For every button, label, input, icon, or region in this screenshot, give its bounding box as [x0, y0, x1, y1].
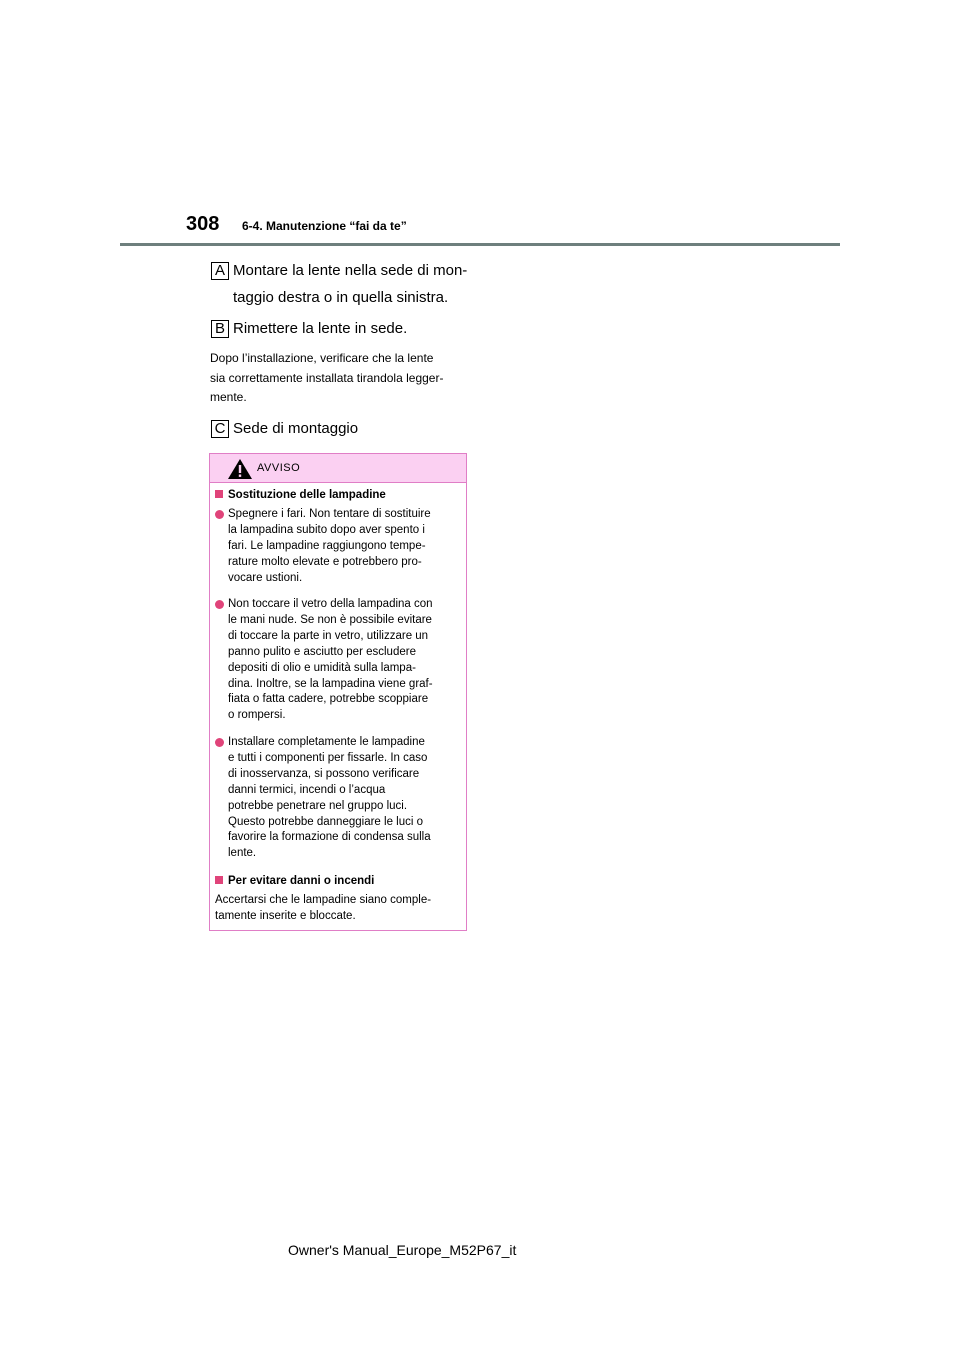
heading-text: Per evitare danni o incendi: [228, 875, 375, 887]
bullet-line: potrebbe penetrare nel gruppo luci.: [228, 799, 408, 812]
square-bullet-icon: [215, 876, 223, 884]
step-c-text: Sede di montaggio: [233, 420, 359, 437]
note-line: mente.: [210, 390, 247, 404]
page-number: 308: [186, 213, 220, 235]
bullet-line: Questo potrebbe danneggiare le luci o: [228, 815, 424, 828]
step-b-marker: B: [211, 320, 229, 338]
warning-heading-bulbs: [215, 489, 386, 501]
step-a-text-line1: Montare la lente nella sede di mon-: [233, 262, 468, 279]
bullet-line: Non toccare il vetro della lampadina con: [228, 598, 433, 610]
bullet-line: di toccare la parte in vetro, utilizzare un: [228, 629, 429, 642]
closing-line: tamente inserite e bloccate.: [215, 910, 356, 922]
bullet-line: Installare completamente le lampadine: [228, 736, 425, 748]
heading-text: Sostituzione delle lampadine: [228, 489, 386, 501]
step-c-marker: C: [211, 420, 229, 438]
warning-bullet: [215, 735, 460, 862]
circle-bullet-icon: [215, 600, 224, 609]
step-b-text: Rimettere la lente in sede.: [233, 320, 408, 337]
bullet-line: lente.: [228, 847, 257, 860]
section-title: 6-4. Manutenzione “fai da te”: [242, 219, 407, 233]
note-paragraph: [210, 349, 470, 408]
warning-closing-text: [215, 892, 463, 924]
bullet-line: dina. Inoltre, se la lampadina viene graf-: [228, 677, 433, 690]
circle-bullet-icon: [215, 510, 224, 519]
bullet-line: Spegnere i fari. Non tentare di sostituire: [228, 508, 431, 520]
square-bullet-icon: [215, 490, 223, 498]
bullet-line: depositi di olio e umidità sulla lampa-: [228, 661, 416, 674]
warning-triangle-icon: [227, 458, 253, 480]
footer-manual-id: Owner's Manual_Europe_M52P67_it: [288, 1242, 517, 1258]
closing-line: Accertarsi che le lampadine siano comple-: [215, 894, 432, 906]
bullet-line: danni termici, incendi o l’acqua: [228, 783, 386, 796]
bullet-line: di inosservanza, si possono verificare: [228, 767, 420, 780]
warning-bullet: [215, 507, 460, 587]
warning-heading-fire: [215, 875, 374, 887]
bullet-line: le mani nude. Se non è possibile evitare: [228, 613, 432, 626]
bullet-line: fari. Le lampadine raggiungono tempe-: [228, 539, 426, 552]
warning-box: [209, 453, 467, 931]
header-rule: [120, 243, 840, 246]
bullet-line: e tutti i componenti per fissarle. In caso: [228, 751, 428, 764]
warning-header: [210, 454, 466, 483]
bullet-line: o rompersi.: [228, 709, 286, 722]
bullet-line: fiata o fatta cadere, potrebbe scoppiare: [228, 693, 429, 706]
step-a-marker: A: [211, 262, 229, 280]
bullet-line: la lampadina subito dopo aver spento i: [228, 523, 425, 536]
bullet-line: panno pulito e asciutto per escludere: [228, 645, 416, 658]
bullet-line: rature molto elevate e potrebbero pro-: [228, 555, 422, 568]
note-line: sia correttamente installata tirandola legger-: [210, 370, 444, 385]
circle-bullet-icon: [215, 738, 224, 747]
note-line: Dopo l’installazione, verificare che la lente: [210, 351, 434, 365]
warning-title: AVVISO: [257, 462, 301, 474]
warning-bullet: [215, 597, 460, 724]
step-a-text-line2: taggio destra o in quella sinistra.: [233, 289, 449, 306]
bullet-line: vocare ustioni.: [228, 571, 303, 584]
bullet-line: favorire la formazione di condensa sulla: [228, 831, 431, 844]
